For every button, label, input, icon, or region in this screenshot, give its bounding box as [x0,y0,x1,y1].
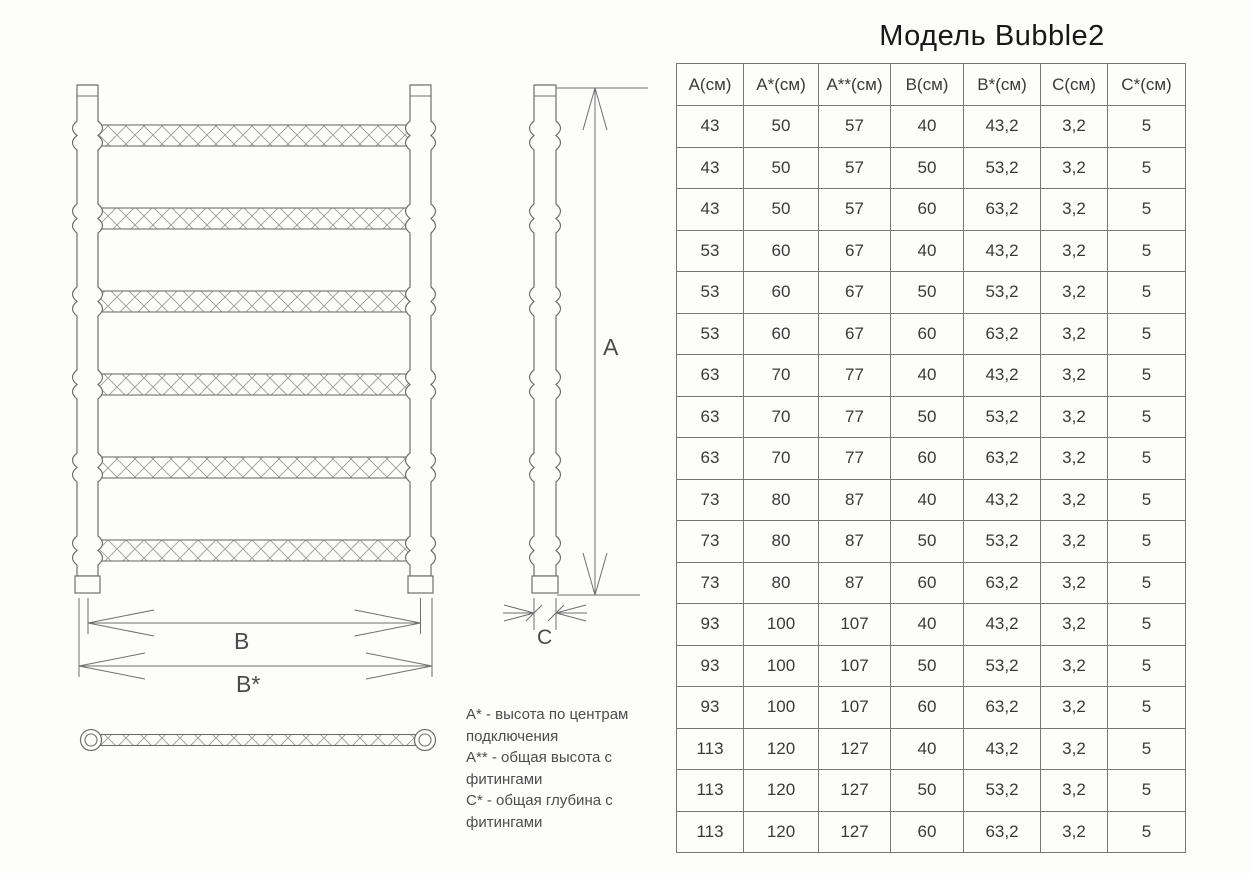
table-cell: 43,2 [964,604,1041,646]
table-cell: 60 [891,189,964,231]
table-cell: 127 [819,728,891,770]
table-cell: 5 [1108,313,1186,355]
table-cell: 67 [819,230,891,272]
table-cell: 5 [1108,604,1186,646]
table-cell: 50 [891,770,964,812]
dimension-label-b-star: В* [236,671,261,697]
table-cell: 3,2 [1041,272,1108,314]
table-row [677,604,1186,646]
table-cell: 43,2 [964,479,1041,521]
post-outline [530,85,561,576]
table-row [677,521,1186,563]
table-cell: 107 [819,645,891,687]
table-cell: 60 [744,230,819,272]
fitting-ring-inner [85,734,97,746]
table-cell: 40 [891,479,964,521]
table-cell: 63,2 [964,562,1041,604]
table-row [677,189,1186,231]
table-cell: 100 [744,645,819,687]
table-cell: 3,2 [1041,147,1108,189]
table-cell: 93 [677,645,744,687]
table-cell: 3,2 [1041,313,1108,355]
table-cell: 53 [677,272,744,314]
table-cell: 5 [1108,396,1186,438]
table-cell: 100 [744,604,819,646]
table-cell: 57 [819,106,891,148]
table-cell: 5 [1108,687,1186,729]
rung-bar [98,374,410,395]
legend-item-a-star: А* - высота по центрам подключения [466,706,629,745]
table-cell: 3,2 [1041,645,1108,687]
dimension-line [595,88,607,130]
table-row [677,479,1186,521]
table-cell: 100 [744,687,819,729]
table-cell: 3,2 [1041,106,1108,148]
table-cell: 70 [744,396,819,438]
dimension-line [504,605,534,613]
table-cell: 63 [677,396,744,438]
table-cell: 113 [677,811,744,853]
table-cell: 67 [819,272,891,314]
table-cell: 5 [1108,521,1186,563]
dimension-label-b: В [234,628,250,654]
table-cell: 127 [819,811,891,853]
table-cell: 80 [744,562,819,604]
table-cell: 3,2 [1041,604,1108,646]
table-cell: 5 [1108,438,1186,480]
table-cell: 3,2 [1041,811,1108,853]
table-cell: 63,2 [964,811,1041,853]
column-header: С*(см) [1108,64,1186,106]
table-cell: 53,2 [964,147,1041,189]
table-cell: 40 [891,230,964,272]
table-cell: 70 [744,438,819,480]
table-cell: 50 [891,272,964,314]
dimension-line [88,610,154,623]
table-cell: 3,2 [1041,687,1108,729]
table-cell: 80 [744,521,819,563]
table-row [677,438,1186,480]
table-cell: 67 [819,313,891,355]
table-cell: 50 [891,521,964,563]
table-cell: 77 [819,438,891,480]
column-header: В*(см) [964,64,1041,106]
table-cell: 3,2 [1041,728,1108,770]
table-cell: 43,2 [964,355,1041,397]
table-cell: 53 [677,230,744,272]
post-outline [73,85,103,576]
table-cell: 53,2 [964,396,1041,438]
table-cell: 43,2 [964,728,1041,770]
table-cell: 63,2 [964,189,1041,231]
table-cell: 3,2 [1041,521,1108,563]
page-title: Модель Bubble2 [879,20,1105,52]
table-cell: 63,2 [964,438,1041,480]
table-cell: 107 [819,687,891,729]
dimension-line [595,553,607,595]
table-cell: 3,2 [1041,438,1108,480]
table-row [677,106,1186,148]
table-cell: 50 [891,396,964,438]
rung-bar [98,457,410,478]
table-cell: 43 [677,147,744,189]
table-cell: 93 [677,687,744,729]
dimension-line [355,610,421,623]
column-header: А**(см) [819,64,891,106]
table-row [677,313,1186,355]
table-cell: 77 [819,396,891,438]
table-cell: 3,2 [1041,230,1108,272]
table-row [677,770,1186,812]
table-row [677,645,1186,687]
table-cell: 120 [744,811,819,853]
table-cell: 50 [744,106,819,148]
table-cell: 63 [677,355,744,397]
table-cell: 50 [891,147,964,189]
dimension-line [366,653,432,666]
table-cell: 73 [677,562,744,604]
rung-top-bar [101,735,415,746]
dimension-label-c: С [537,626,553,649]
column-header: С(см) [1041,64,1108,106]
post-collar [75,576,100,593]
post-collar [532,576,558,593]
table-cell: 50 [744,147,819,189]
fitting-ring-inner [419,734,431,746]
table-cell: 87 [819,562,891,604]
table-cell: 5 [1108,355,1186,397]
side-view [530,85,561,593]
rung-bar [98,540,410,561]
column-header: А*(см) [744,64,819,106]
table-cell: 3,2 [1041,396,1108,438]
table-cell: 57 [819,147,891,189]
table-cell: 60 [891,562,964,604]
table-cell: 73 [677,479,744,521]
table-cell: 113 [677,728,744,770]
dimension-line [366,666,432,679]
table-cell: 5 [1108,645,1186,687]
table-cell: 63,2 [964,687,1041,729]
legend-item-c-star: С* - общая глубина с фитингами [466,792,613,831]
post-outline [406,85,436,576]
table-cell: 70 [744,355,819,397]
table-cell: 43 [677,189,744,231]
table-cell: 5 [1108,811,1186,853]
table-cell: 57 [819,189,891,231]
table-cell: 3,2 [1041,770,1108,812]
table-cell: 107 [819,604,891,646]
table-cell: 53,2 [964,521,1041,563]
table-cell: 53,2 [964,272,1041,314]
table-cell: 113 [677,770,744,812]
table-cell: 3,2 [1041,355,1108,397]
table-header-row [677,64,1186,106]
dimension-label-a: А [603,334,619,360]
table-cell: 5 [1108,106,1186,148]
table-cell: 50 [744,189,819,231]
dimension-line [355,623,421,636]
table-row [677,230,1186,272]
table-cell: 40 [891,728,964,770]
table-cell: 60 [744,272,819,314]
rung-top-view [81,730,436,751]
table-cell: 60 [891,313,964,355]
table-cell: 43,2 [964,106,1041,148]
table-cell: 60 [891,811,964,853]
table-cell: 40 [891,106,964,148]
table-cell: 87 [819,521,891,563]
dimension-line [79,666,145,679]
table-cell: 50 [891,645,964,687]
table-cell: 3,2 [1041,479,1108,521]
table-cell: 53,2 [964,645,1041,687]
column-header: А(см) [677,64,744,106]
table-row [677,396,1186,438]
table-cell: 127 [819,770,891,812]
front-view [73,85,436,593]
table-cell: 60 [891,438,964,480]
dimension-line [583,553,595,595]
table-cell: 93 [677,604,744,646]
table-cell: 3,2 [1041,562,1108,604]
table-cell: 5 [1108,147,1186,189]
table-cell: 5 [1108,770,1186,812]
table-cell: 87 [819,479,891,521]
dimension-line [79,653,145,666]
table-row [677,355,1186,397]
size-table-body [677,106,1186,853]
post-collar [408,576,433,593]
table-cell: 5 [1108,479,1186,521]
table-row [677,811,1186,853]
table-cell: 40 [891,604,964,646]
table-cell: 77 [819,355,891,397]
table-cell: 63 [677,438,744,480]
rung-bar [98,125,410,146]
dimension-line [88,623,154,636]
dimension-line [583,88,595,130]
rung-bar [98,291,410,312]
table-cell: 80 [744,479,819,521]
table-cell: 63,2 [964,313,1041,355]
legend [466,704,636,833]
column-header: В(см) [891,64,964,106]
dimension-line [556,613,586,621]
table-cell: 5 [1108,728,1186,770]
table-cell: 5 [1108,562,1186,604]
table-cell: 120 [744,770,819,812]
table-row [677,272,1186,314]
table-cell: 3,2 [1041,189,1108,231]
dimensions-table [676,63,1186,853]
legend-item-a-double-star: А** - общая высота с фитингами [466,749,613,788]
table-row [677,687,1186,729]
table-cell: 5 [1108,230,1186,272]
table-cell: 120 [744,728,819,770]
rung-bar [98,208,410,229]
table-cell: 73 [677,521,744,563]
table-cell: 43,2 [964,230,1041,272]
table-row [677,728,1186,770]
table-row [677,147,1186,189]
table-cell: 5 [1108,272,1186,314]
table-cell: 43 [677,106,744,148]
table-cell: 53,2 [964,770,1041,812]
table-row [677,562,1186,604]
table-row [677,64,1186,106]
table-cell: 5 [1108,189,1186,231]
table-cell: 53 [677,313,744,355]
table-cell: 60 [744,313,819,355]
table-cell: 60 [891,687,964,729]
table-cell: 40 [891,355,964,397]
